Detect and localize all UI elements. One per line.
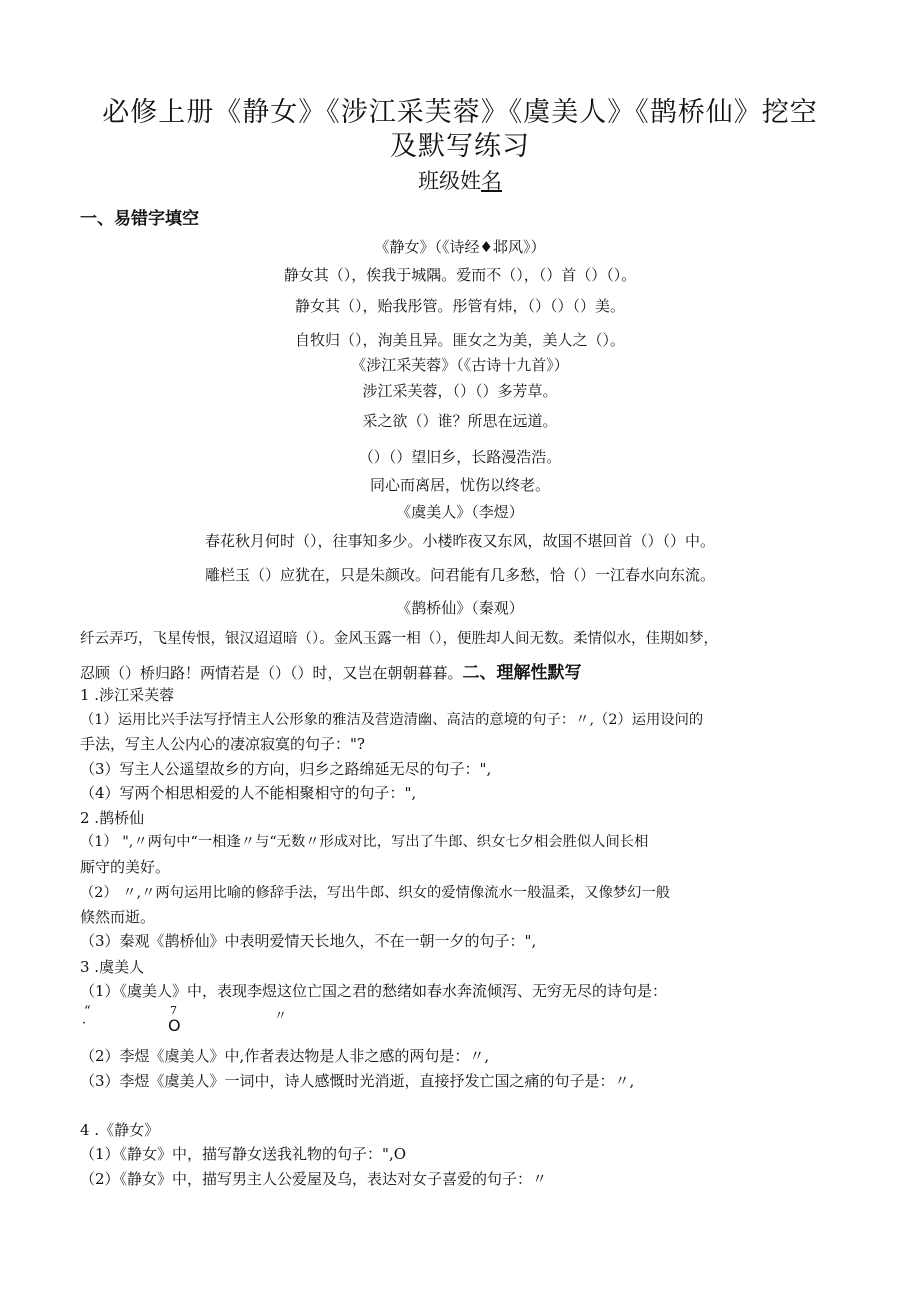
q3-label: 3 .虞美人 [80, 958, 145, 976]
q2-item-2-cont: 倏然而逝。 [80, 908, 156, 926]
queqiao-line-2: 忍顾（）桥归路！两情若是（）（）时，又岂在朝朝暮暮。二、理解性默写 [80, 663, 582, 683]
shejiang-line-3: （）（）望旧乡，长路漫浩浩。 [358, 448, 562, 466]
q1-label: 1 .涉江采芙蓉 [80, 686, 175, 704]
name-label: 名 [481, 169, 502, 193]
q1-item-1: （1）运用比兴手法写抒情主人公形象的雅洁及营造清幽、高洁的意境的句子：〃,（2）运用设问的 [80, 712, 704, 728]
page-title-line2: 及默写练习 [390, 131, 530, 162]
q1-item-4: （4）写两个相思相爱的人不能相聚相守的句子：", [80, 784, 417, 802]
q2-item-1-cont: 厮守的美好。 [80, 858, 171, 876]
jingnv-line-1: 静女其（），俟我于城隅。爱而不（），（）首（）（）。 [283, 266, 637, 284]
queqiao-title: 《鹊桥仙》（秦观） [396, 599, 524, 617]
yumeiren-title: 《虞美人》（李煜） [396, 503, 524, 521]
q3-item-1: （1）《虞美人》中，表现李煜这位亡国之君的愁绪如春水奔流倾泻、无穷无尽的诗句是： [80, 982, 668, 1000]
page-title: 必修上册《静女》《涉江采芙蓉》《虞美人》《鹊桥仙》挖空 [102, 97, 818, 128]
q4-item-1: （1）《静女》中，描写静女送我礼物的句子：",O [80, 1145, 407, 1163]
jingnv-line-3: 自牧归（），洵美且异。匪女之为美，美人之（）。 [294, 331, 625, 349]
q3-blank-close: 〃 [274, 1009, 288, 1024]
yumeiren-line-1: 春花秋月何时（），往事知多少。小楼昨夜又东风，故国不堪回首（）（）中。 [204, 532, 715, 550]
yumeiren-line-2: 雕栏玉（）应犹在，只是朱颜改。问君能有几多愁，恰（）一江春水向东流。 [204, 566, 715, 584]
q3-item-2: （2）李煜《虞美人》中,作者表达物是人非之感的两句是：〃, [80, 1047, 490, 1065]
shejiang-title: 《涉江采芙蓉》（《古诗十九首》） [351, 356, 569, 374]
jingnv-title: 《静女》（《诗经♦邶风》） [374, 238, 546, 256]
q1-item-2: 手法，写主人公内心的凄凉寂寞的句子："? [80, 735, 365, 753]
shejiang-line-1: 涉江采芙蓉，（）（）多芳草。 [362, 382, 558, 400]
section2-heading: 二、理解性默写 [462, 663, 582, 683]
jingnv-line-2: 静女其（），贻我彤管。彤管有炜，（）（）（）美。 [294, 297, 625, 315]
q3-blank-o: O [168, 1016, 181, 1035]
q1-item-3: （3）写主人公遥望故乡的方向，归乡之路绵延无尽的句子：", [80, 760, 492, 778]
q3-blank-mark: 7 [170, 1004, 177, 1017]
q3-blank-quote: “ [84, 1004, 91, 1019]
queqiao-line-1: 纤云弄巧，飞星传恨，银汉迢迢暗（）。金风玉露一相（），便胜却人间无数。柔情似水，佳期如梦， [80, 631, 718, 647]
shejiang-line-4: 同心而离居，忧伤以终老。 [369, 476, 550, 494]
class-name-field: 班级姓名 [418, 169, 502, 193]
q2-label: 2 .鹊桥仙 [80, 809, 145, 827]
shejiang-line-2: 采之欲（）谁？所思在远道。 [362, 412, 558, 430]
q2-item-3: （3）秦观《鹊桥仙》中表明爱情天长地久，不在一朝一夕的句子：", [80, 932, 537, 950]
q4-item-2: （2）《静女》中，描写男主人公爱屋及乌，表达对女子喜爱的句子：〃 [80, 1170, 548, 1188]
q3-blank-dot: · [82, 1016, 87, 1031]
q3-item-3: （3）李煜《虞美人》一词中，诗人感慨时光消逝，直接抒发亡国之痛的句子是：〃, [80, 1072, 635, 1090]
q2-item-2: （2） 〃,〃两句运用比喻的修辞手法，写出牛郎、织女的爱情像流水一般温柔，又像梦幻一般 [80, 885, 671, 901]
q4-label: 4 .《静女》 [80, 1121, 160, 1139]
q2-item-1: （1） ",〃两句中“一相逢〃与“无数〃形成对比，写出了牛郎、织女七夕相会胜似人间长相 [80, 834, 649, 850]
section1-heading: 一、易错字填空 [80, 209, 199, 229]
